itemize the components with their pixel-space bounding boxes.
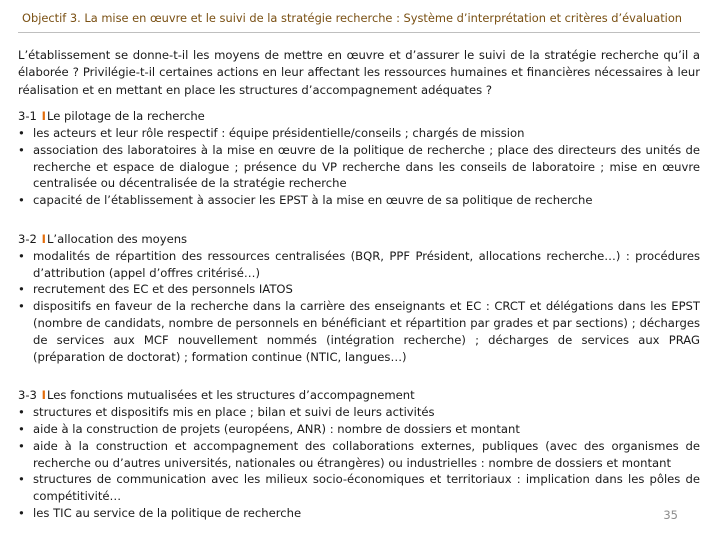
slide-title-bar [18, 4, 700, 33]
section-separator: I [41, 388, 46, 403]
list-item-text: les TIC au service de la politique de recherche [33, 505, 302, 520]
bullet-icon: • [18, 472, 25, 487]
list-item-text: aide à la construction et accompagnement des collaborations externes, publiques (avec des organismes de recherche ou d’autres universités, nationales ou étrangères) ou industrielles : nombre de dossiers et montant [33, 438, 700, 470]
section-heading [18, 231, 700, 248]
section-separator: I [41, 109, 46, 124]
section-pilotage [18, 108, 700, 209]
list-item-text: aide à la construction de projets (européens, ANR) : nombre de dossiers et montant [33, 421, 520, 436]
list-item [18, 404, 700, 421]
list-item-text: modalités de répartition des ressources centralisées (BQR, PPF Président, allocations recherche…) : procédures d’attribution (appel d’offres critérisé…) [33, 248, 700, 280]
list-item [18, 421, 700, 438]
list-item [18, 248, 700, 282]
bullet-icon: • [18, 438, 25, 453]
list-item-text: association des laboratoires à la mise en œuvre de la politique de recherche ; place des directeurs des unités de recherche et espace de dialogue ; présence du VP recherche dans les conseils de laboratoire ; mise en œuvre centralisée ou décentralisée de la stratégie recherche [33, 142, 700, 191]
list-item-text: dispositifs en faveur de la recherche dans la carrière des enseignants et EC : CRCT et délégations dans les EPST (nombre de candidats, nombre de personnels en bénéficiant et répartition par grades et par sections) ; décharges de services aux MCF nouvellement nommés (intégration recherche) ; décharges de services aux PRAG (préparation de doctorat) ; formation continue (NTIC, langues…) [33, 299, 700, 364]
bullet-icon: • [18, 299, 25, 314]
bullet-list [18, 248, 700, 366]
bullet-icon: • [18, 142, 25, 157]
section-title: Le pilotage de la recherche [46, 109, 205, 124]
list-item-text: les acteurs et leur rôle respectif : équipe présidentielle/conseils ; chargés de mission [33, 126, 525, 141]
list-item-text: structures et dispositifs mis en place ; bilan et suivi de leurs activités [33, 405, 435, 420]
section-title: L’allocation des moyens [46, 232, 188, 246]
page-number: 35 [663, 508, 678, 522]
list-item [18, 298, 700, 365]
bullet-icon: • [18, 282, 25, 297]
list-item [18, 142, 700, 192]
section-number: 3-3 [18, 388, 37, 403]
section-number: 3-1 [18, 109, 37, 124]
list-item [18, 471, 700, 505]
section-fonctions-mutualisees [18, 387, 700, 521]
slide-title: Objectif 3. La mise en œuvre et le suivi de la stratégie recherche : Système d’interprétation et critères d’évaluation [22, 11, 683, 25]
bullet-icon: • [18, 193, 25, 208]
section-heading [18, 387, 700, 404]
list-item-text: capacité de l’établissement à associer les EPST à la mise en œuvre de sa politique de recherche [33, 193, 593, 208]
bullet-icon: • [18, 505, 25, 520]
list-item [18, 438, 700, 472]
intro-paragraph: L’établissement se donne-t-il les moyens de mettre en œuvre et d’assurer le suivi de la stratégie recherche qu’il a élaborée ? Privilégie-t-il certaines actions en leur affectant les ressources humaines et financières nécessaires à leur réalisation et en mettant en place les structures d’accompagnement adéquates ? [18, 48, 700, 97]
section-heading [18, 108, 700, 125]
section-title: Les fonctions mutualisées et les structures d’accompagnement [46, 388, 415, 403]
list-item [18, 505, 700, 522]
section-allocation [18, 231, 700, 365]
bullet-list [18, 125, 700, 209]
list-item-text: structures de communication avec les milieux socio-économiques et territoriaux : implication dans les pôles de compétitivité… [33, 472, 700, 504]
bullet-icon: • [18, 248, 25, 263]
bullet-list [18, 404, 700, 522]
bullet-icon: • [18, 405, 25, 420]
bullet-icon: • [18, 421, 25, 436]
bullet-icon: • [18, 126, 25, 141]
list-item [18, 125, 700, 142]
list-item [18, 192, 700, 209]
section-number: 3-2 [18, 232, 37, 246]
slide-content [18, 0, 700, 522]
list-item [18, 281, 700, 298]
section-separator: I [41, 232, 46, 246]
list-item-text: recrutement des EC et des personnels IATOS [33, 282, 293, 297]
